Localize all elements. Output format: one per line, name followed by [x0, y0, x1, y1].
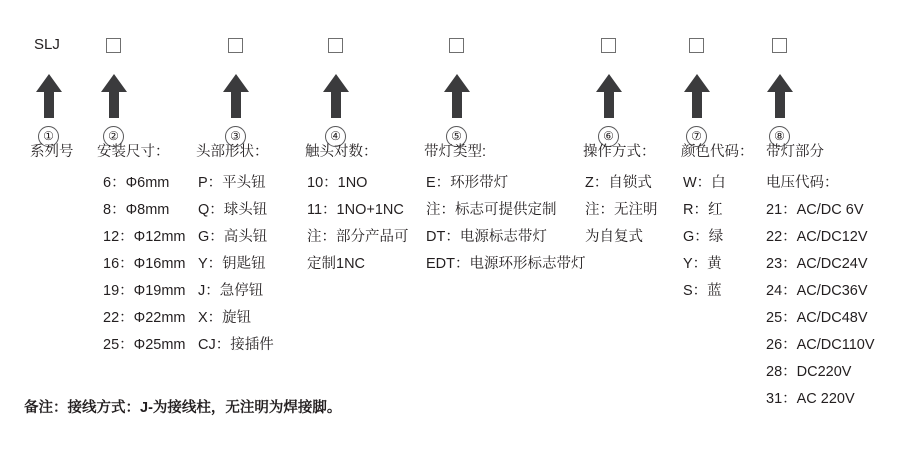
list-item: CJ：接插件: [198, 337, 274, 353]
column-heading-8: 带灯部分: [766, 144, 824, 160]
list-item: 8：Φ8mm: [103, 202, 170, 218]
list-item: 31：AC 220V: [766, 391, 855, 407]
column-items-5: [426, 170, 586, 278]
column-heading-2: 安装尺寸：: [97, 144, 170, 160]
marker-circle-4: ④: [325, 126, 346, 147]
marker-circle-7: ⑦: [686, 126, 707, 147]
column-heading-6: 操作方式：: [583, 144, 656, 160]
list-item: 注：无注明: [585, 202, 658, 218]
empty-box-icon-8: [772, 38, 787, 53]
empty-box-icon-4: [328, 38, 343, 53]
arrow-up-icon-4: [321, 72, 351, 120]
empty-box-icon-6: [601, 38, 616, 53]
list-item: 12：Φ12mm: [103, 229, 186, 245]
list-item: 25：AC/DC48V: [766, 310, 868, 326]
slot-label-1: SLJ: [34, 36, 60, 53]
column-items-7: [683, 170, 726, 305]
marker-circle-2: ②: [103, 126, 124, 147]
marker-circle-1: ①: [38, 126, 59, 147]
column-heading-5: 带灯类型:: [424, 144, 487, 160]
empty-box-icon-7: [689, 38, 704, 53]
footnote: 备注：接线方式：J-为接线柱，无注明为焊接脚。: [24, 400, 342, 416]
arrow-up-icon-3: [221, 72, 251, 120]
empty-box-icon-3: [228, 38, 243, 53]
column-items-6: [585, 170, 658, 251]
list-item: 注：标志可提供定制: [426, 202, 557, 218]
list-item: 定制1NC: [307, 256, 366, 272]
arrow-up-icon-1: [34, 72, 64, 120]
column-items-4: [307, 170, 409, 278]
list-item: 22：Φ22mm: [103, 310, 186, 326]
list-item: J：急停钮: [198, 283, 264, 299]
arrow-up-icon-2: [99, 72, 129, 120]
column-items-8: [766, 170, 875, 413]
list-item: EDT：电源环形标志带灯: [426, 256, 586, 272]
slot-box-7: [689, 38, 704, 58]
list-item: 为自复式: [585, 229, 643, 245]
list-item: W：白: [683, 175, 726, 191]
arrow-up-icon-7: [682, 72, 712, 120]
column-heading-3: 头部形状：: [196, 144, 269, 160]
list-item: P：平头钮: [198, 175, 266, 191]
slot-box-4: [328, 38, 343, 58]
list-item: G：高头钮: [198, 229, 268, 245]
list-item: E：环形带灯: [426, 175, 509, 191]
list-item: S：蓝: [683, 283, 722, 299]
list-item: 10：1NO: [307, 175, 368, 191]
list-item: 注：部分产品可: [307, 229, 409, 245]
arrow-up-icon-5: [442, 72, 472, 120]
slot-box-5: [449, 38, 464, 58]
list-item: Q：球头钮: [198, 202, 268, 218]
slot-box-8: [772, 38, 787, 58]
slot-box-3: [228, 38, 243, 58]
list-item: 6：Φ6mm: [103, 175, 170, 191]
marker-circle-5: ⑤: [446, 126, 467, 147]
marker-circle-8: ⑧: [769, 126, 790, 147]
empty-box-icon-2: [106, 38, 121, 53]
column-heading-7: 颜色代码：: [681, 144, 754, 160]
list-item: 21：AC/DC 6V: [766, 202, 864, 218]
slot-box-6: [601, 38, 616, 58]
list-item: 电压代码：: [766, 175, 839, 191]
list-item: 28：DC220V: [766, 364, 852, 380]
column-items-2: [103, 170, 185, 359]
list-item: Y：钥匙钮: [198, 256, 266, 272]
list-item: 11：1NO+1NC: [307, 202, 404, 218]
list-item: G：绿: [683, 229, 724, 245]
list-item: Y：黄: [683, 256, 722, 272]
list-item: Z：自锁式: [585, 175, 652, 191]
arrow-up-icon-6: [594, 72, 624, 120]
list-item: 24：AC/DC36V: [766, 283, 868, 299]
column-items-3: [198, 170, 274, 359]
list-item: DT：电源标志带灯: [426, 229, 547, 245]
list-item: X：旋钮: [198, 310, 252, 326]
list-item: 22：AC/DC12V: [766, 229, 868, 245]
marker-circle-3: ③: [225, 126, 246, 147]
arrow-up-icon-8: [765, 72, 795, 120]
list-item: 23：AC/DC24V: [766, 256, 868, 272]
list-item: 25：Φ25mm: [103, 337, 186, 353]
column-heading-1: 系列号: [30, 144, 74, 160]
column-heading-4: 触头对数：: [305, 144, 378, 160]
marker-circle-6: ⑥: [598, 126, 619, 147]
list-item: 16：Φ16mm: [103, 256, 186, 272]
list-item: R：红: [683, 202, 723, 218]
empty-box-icon-5: [449, 38, 464, 53]
slot-box-2: [106, 38, 121, 58]
list-item: 19：Φ19mm: [103, 283, 186, 299]
list-item: 26：AC/DC110V: [766, 337, 875, 353]
